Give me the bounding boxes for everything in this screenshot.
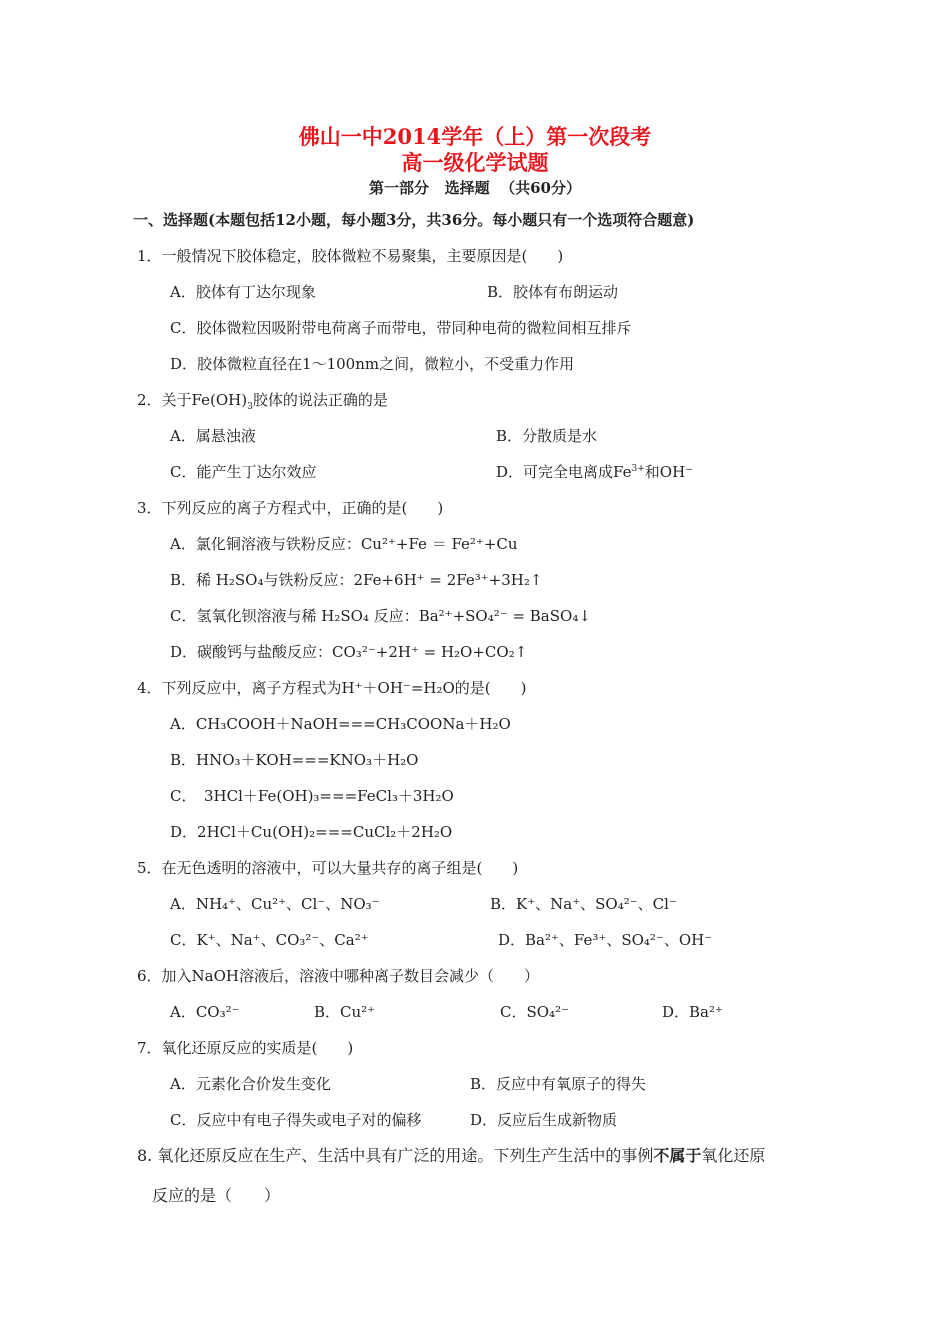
section-heading: 一、选择题(本题包括12小题，每小题3分，共36分。每小题只有一个选项符合题意): [133, 211, 695, 229]
exam-subtitle: 高一级化学试题: [401, 150, 549, 175]
part-heading: 第一部分 选择题 （共60分）: [369, 179, 581, 197]
question-7-option-a: A．元素化合价发生变化: [170, 1075, 331, 1093]
question-1-option-d: D．胶体微粒直径在1～100nm之间，微粒小，不受重力作用: [170, 355, 575, 373]
question-4-option-a: A．CH₃COOH＋NaOH===CH₃COONa＋H₂O: [170, 715, 511, 733]
question-5-option-c: C．K⁺、Na⁺、CO₃²⁻、Ca²⁺: [170, 931, 369, 949]
question-8-stem: 8. 氧化还原反应在生产、生活中具有广泛的用途。下列生产生活中的事例不属于氧化还原: [137, 1146, 766, 1165]
question-7-option-b: B．反应中有氧原子的得失: [470, 1075, 647, 1093]
question-7-option-d: D．反应后生成新物质: [470, 1111, 618, 1129]
question-5-option-b: B．K⁺、Na⁺、SO₄²⁻、Cl⁻: [490, 895, 677, 913]
question-2-option-d: D．可完全电离成$Fe^{3+}$和OH⁻: [496, 463, 694, 481]
question-1-option-c: C．胶体微粒因吸附带电荷离子而带电，带同种电荷的微粒间相互排斥: [170, 319, 632, 337]
question-1-option-a: A．胶体有丁达尔现象: [170, 283, 316, 301]
question-6-option-b: B．Cu²⁺: [314, 1003, 376, 1021]
question-3-stem: 3．下列反应的离子方程式中，正确的是( ): [137, 499, 444, 517]
question-3-option-c: C．氢氧化钡溶液与稀 H₂SO₄ 反应：Ba²⁺+SO₄²⁻ = BaSO₄↓: [170, 607, 591, 625]
question-2-option-b: B．分散质是水: [496, 427, 598, 445]
question-1-option-b: B．胶体有布朗运动: [487, 283, 619, 301]
question-3-option-a: A．氯化铜溶液与铁粉反应：Cu²⁺+Fe ＝ Fe²⁺+Cu: [170, 535, 518, 553]
question-5-stem: 5．在无色透明的溶液中，可以大量共存的离子组是( ): [137, 859, 519, 877]
question-7-option-c: C．反应中有电子得失或电子对的偏移: [170, 1111, 422, 1129]
question-8-stem-line2: 反应的是（ ）: [152, 1186, 281, 1205]
question-5-option-d: D．Ba²⁺、Fe³⁺、SO₄²⁻、OH⁻: [498, 931, 713, 949]
question-2-stem: 2．关于$Fe(OH)_3$胶体的说法正确的是: [137, 391, 388, 412]
question-1-stem: 1．一般情况下胶体稳定，胶体微粒不易聚集，主要原因是( ): [137, 247, 564, 265]
question-4-option-b: B．HNO₃＋KOH===KNO₃＋H₂O: [170, 751, 419, 769]
question-7-stem: 7．氧化还原反应的实质是( ): [137, 1039, 354, 1057]
question-4-stem: 4．下列反应中，离子方程式为H⁺＋OH⁻=H₂O的是( ): [137, 679, 527, 697]
question-6-option-d: D．Ba²⁺: [662, 1003, 723, 1021]
question-5-option-a: A．NH₄⁺、Cu²⁺、Cl⁻、NO₃⁻: [170, 895, 380, 913]
question-4-option-c: C． 3HCl＋Fe(OH)₃===FeCl₃＋3H₂O: [170, 787, 454, 805]
question-6-option-c: C．SO₄²⁻: [500, 1003, 569, 1021]
question-2-option-c: C．能产生丁达尔效应: [170, 463, 317, 481]
question-2-option-a: A．属悬浊液: [170, 427, 256, 445]
question-6-stem: 6．加入NaOH溶液后，溶液中哪种离子数目会减少（ ）: [137, 967, 539, 985]
question-6-option-a: A．CO₃²⁻: [170, 1003, 240, 1021]
exam-title: 佛山一中2014学年（上）第一次段考: [298, 124, 652, 149]
question-4-option-d: D．2HCl＋Cu(OH)₂===CuCl₂＋2H₂O: [170, 823, 453, 841]
question-3-option-d: D．碳酸钙与盐酸反应：CO₃²⁻+2H⁺ = H₂O+CO₂↑: [170, 643, 528, 661]
question-3-option-b: B．稀 H₂SO₄与铁粉反应：2Fe+6H⁺ = 2Fe³⁺+3H₂↑: [170, 571, 543, 589]
